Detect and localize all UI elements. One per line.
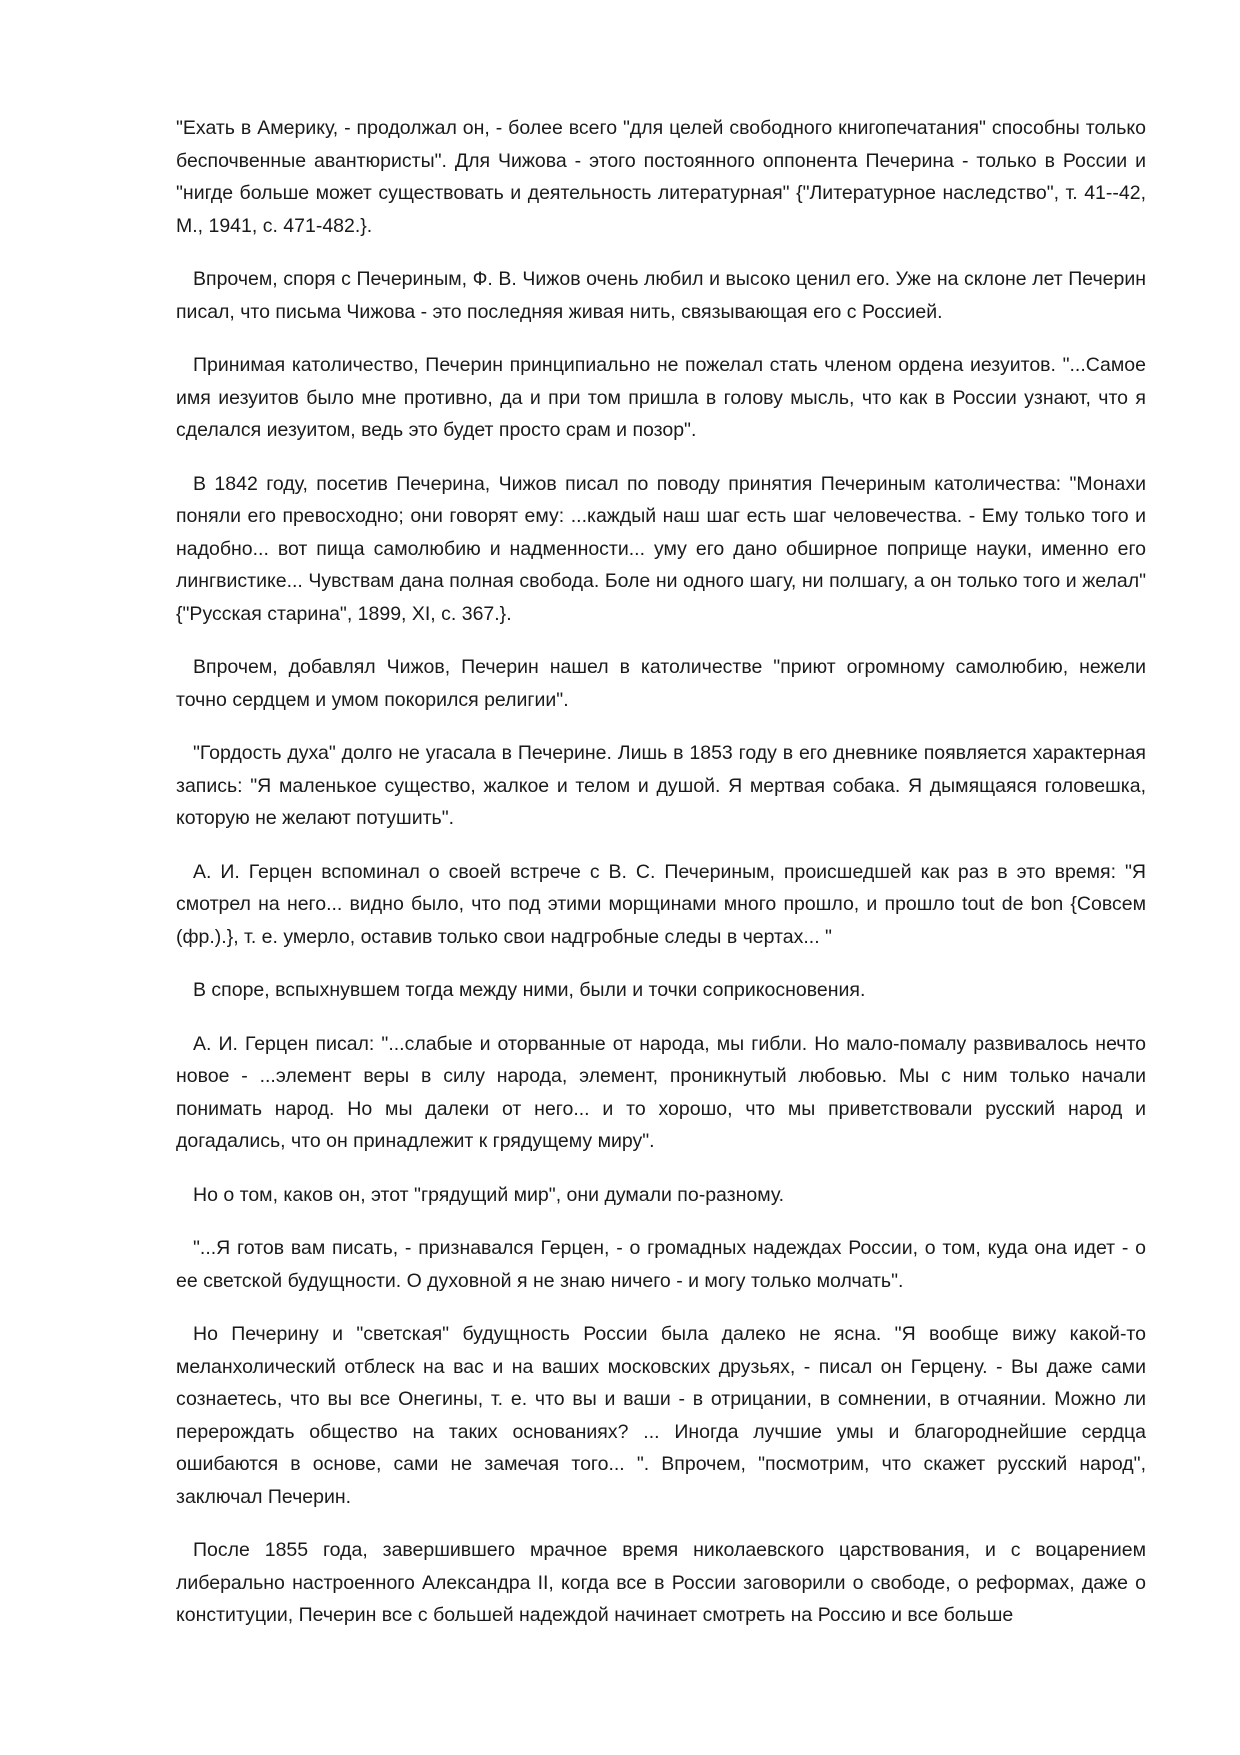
paragraph-catholicism: Принимая католичество, Печерин принципиально не пожелал стать членом ордена иезуитов. "...Самое имя иезуитов было мне противно, да и при том пришла в голову мысль, что как в России узнают, что я сделался иезуитом, ведь это будет просто срам и позор". — [176, 354, 1146, 441]
paragraph-herzen-meeting: А. И. Герцен вспоминал о своей встрече с В. С. Печериным, происшедшей как раз в это время: "Я смотрел на него... видно было, что под этими морщинами много прошло, и прошло tout de bon {Совсем (фр.).}, т. е. умерло, оставив только свои надгробные следы в чертах... " — [176, 860, 1146, 948]
paragraph-america: "Ехать в Америку, - продолжал он, - более всего "для целей свободного книгопечатания" способны только беспочвенные авантюристы". Для Чижова - этого постоянного оппонента Печерина - только в России и "нигде больше может существовать и деятельность литературная" {"Литературное наследство", т. 41--42, М., 1941, с. 471-482.}. — [176, 117, 1146, 237]
paragraph-secular-future: Но Печерину и "светская" будущность России была далеко не ясна. "Я вообще вижу какой-то меланхолический отблеск на вас и на ваших московских друзьях, - писал он Герцену. - Вы даже сами сознаетесь, что вы все Онегины, т. е. что вы и ваши - в отрицании, в сомнении, в отчаянии. Можно ли перерождать общество на таких основаниях? ... Иногда лучшие умы и благороднейшие сердца ошибаются в основе, сами не замечая того... ". Впрочем, "посмотрим, что скажет русский народ", заключал Печерин. — [176, 1323, 1146, 1508]
paragraph-herzen-hopes: "...Я готов вам писать, - признавался Герцен, - о громадных надеждах России, о том, куда она идет - о ее светской будущности. О духовной я не знаю ничего - и могу только молчать". — [176, 1237, 1146, 1292]
paragraph-1842-visit: В 1842 году, посетив Печерина, Чижов писал по поводу принятия Печериным католичества: "Монахи поняли его превосходно; они говорят ему: ...каждый наш шаг есть шаг человечества. - Ему только того и надобно... вот пища самолюбию и надменности... уму его дано обширное поприще науки, именно его лингвистике... Чувствам дана полная свобода. Боле ни одного шагу, ни полшагу, а он только того и желал" {"Русская старина", 1899, XI, с. 367.}. — [176, 472, 1146, 625]
paragraph-chizhov-valued: Впрочем, споря с Печериным, Ф. В. Чижов очень любил и высоко ценил его. Уже на склоне лет Печерин писал, что письма Чижова - это последняя живая нить, связывающая его с Россией. — [176, 268, 1146, 323]
paragraph-herzen-wrote: А. И. Герцен писал: "...слабые и оторванные от народа, мы гибли. Но мало-помалу развивалось нечто новое - ...элемент веры в силу народа, элемент, проникнутый любовью. Мы с ним только начали понимать народ. Но мы далеки от него... и то хорошо, что мы приветствовали русский народ и догадались, что он принадлежит к грядущему миру". — [176, 1032, 1146, 1152]
document-page — [176, 112, 1146, 1653]
paragraph-points-of-contact: В споре, вспыхнувшем тогда между ними, были и точки соприкосновения. — [193, 979, 866, 1001]
paragraph-self-love: Впрочем, добавлял Чижов, Печерин нашел в католичестве "приют огромному самолюбию, нежели точно сердцем и умом покорился религии". — [176, 656, 1146, 711]
paragraph-after-1855: После 1855 года, завершившего мрачное время николаевского царствования, и с воцарением либерально настроенного Александра II, когда все в России заговорили о свободе, о реформах, даже о конституции, Печерин все с большей надеждой начинает смотреть на Россию и все больше — [176, 1539, 1146, 1626]
paragraph-pride-of-spirit: "Гордость духа" долго не угасала в Печерине. Лишь в 1853 году в его дневнике появляется характерная запись: "Я маленькое существо, жалкое и телом и душой. Я мертвая собака. Я дымящаяся головешка, которую не желают потушить". — [176, 742, 1146, 829]
paragraph-future-world: Но о том, каков он, этот "грядущий мир", они думали по-разному. — [193, 1183, 785, 1206]
